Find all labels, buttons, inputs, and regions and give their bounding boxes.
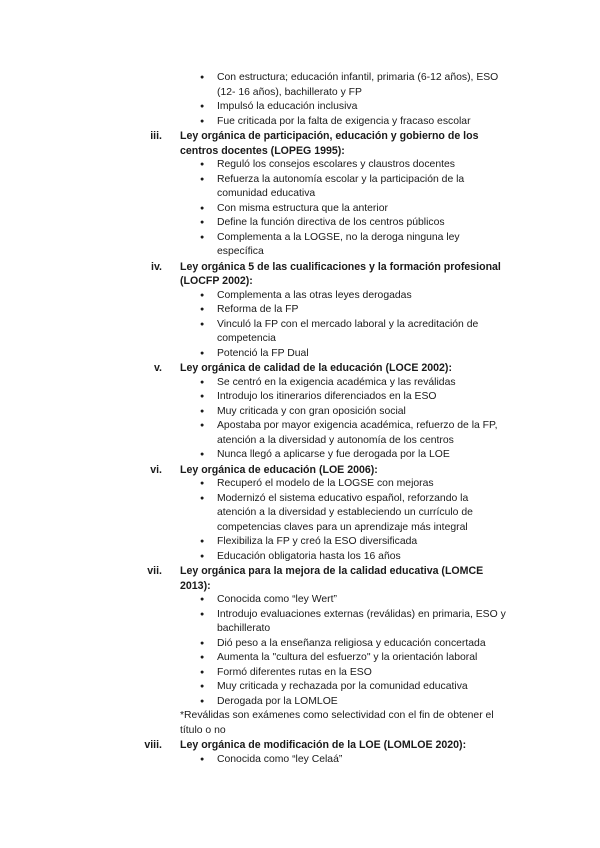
bullet-item: ● Impulsó la educación inclusiva [217,100,529,115]
section-title: Ley orgánica para la mejora de la calidad educativa (LOMCE [180,565,484,577]
bullet-continuation: atención a la diversidad y estableciendo un currículo de [217,507,473,518]
bullet-item: ● Derogada por la LOMLOE [217,695,529,710]
bullet-item: ● Aumenta la "cultura del esfuerzo" y la orientación laboral [217,651,529,666]
section-numeral: iii. [150,130,162,142]
bullet-item: ● Con estructura; educación infantil, primaria (6-12 años), ESO [217,71,529,86]
bullet-item: ● Muy criticada y con gran oposición social [217,405,529,420]
section-numeral: viii. [144,739,162,751]
bullet-item: ● Complementa a las otras leyes derogadas [217,289,529,304]
bullet-item: ● Refuerza la autonomía escolar y la participación de la [217,173,529,188]
section-title: centros docentes (LOPEG 1995): [180,144,345,157]
bullet-item: ● Conocida como “ley Wert” [217,593,529,608]
bullet-item: ● Potenció la FP Dual [217,347,529,362]
bullet-item: ● Con misma estructura que la anterior [217,202,529,217]
bullet-item: ● Apostaba por mayor exigencia académica, refuerzo de la FP, [217,419,529,434]
bullet-item: ● Conocida como “ley Celaá” [217,753,529,768]
section-title: Ley orgánica de calidad de la educación (LOCE 2002): [180,362,452,374]
bullet-continuation: bachillerato [217,623,271,634]
bullet-item: ● Formó diferentes rutas en la ESO [217,666,529,681]
bullet-item: ● Se centró en la exigencia académica y las reválidas [217,376,529,391]
section-title: Ley orgánica de educación (LOE 2006): [180,463,378,476]
bullet-continuation: específica [217,246,264,257]
bullet-continuation: atención a la diversidad y autonomía de los centros [217,434,454,446]
bullet-continuation: competencia [217,333,276,344]
bullet-item: ● Vinculó la FP con el mercado laboral y la acreditación de [217,318,529,333]
bullet-item: ● Nunca llegó a aplicarse y fue derogada por la LOE [217,448,529,463]
bullet-item: ● Complementa a la LOGSE, no la deroga ninguna ley [217,231,529,246]
section-numeral: vi. [150,463,162,476]
footnote: *Reválidas son exámenes como selectividad con el fin de obtener el [180,710,494,721]
bullet-item: ● Introdujo evaluaciones externas (reválidas) en primaria, ESO y [217,608,529,623]
bullet-item: ● Modernizó el sistema educativo español, reforzando la [217,492,529,507]
bullet-item: ● Introdujo los itinerarios diferenciados en la ESO [217,390,529,405]
bullet-item: ● Reguló los consejos escolares y claustros docentes [217,158,529,173]
bullet-continuation: comunidad educativa [217,188,316,199]
section-numeral: iv. [151,260,162,273]
bullet-item: ● Recuperó el modelo de la LOGSE con mejoras [217,477,529,492]
bullet-item: ● Flexibiliza la FP y creó la ESO diversificada [217,535,529,550]
bullet-item: ● Muy criticada y rechazada por la comunidad educativa [217,680,529,695]
bullet-item: ● Fue criticada por la falta de exigencia y fracaso escolar [217,115,529,130]
section-numeral: vii. [147,565,162,577]
section-numeral: v. [153,362,162,374]
bullet-continuation: competencias claves para un aprendizaje más integral [217,521,468,533]
bullet-item: ● Dió peso a la enseñanza religiosa y educación concertada [217,637,529,652]
bullet-item: ● Reforma de la FP [217,303,529,318]
section-title: Ley orgánica de modificación de la LOE (LOMLOE 2020): [180,739,467,751]
section-title: Ley orgánica 5 de las cualificaciones y la formación profesional [180,260,501,273]
bullet-item: ● Educación obligatoria hasta los 16 años [217,550,529,565]
section-title: Ley orgánica de participación, educación y gobierno de los [180,130,479,142]
bullet-item: ● Define la función directiva de los centros públicos [217,216,529,231]
section-title: (LOCFP 2002): [180,275,253,287]
footnote: título o no [180,724,226,736]
bullet-continuation: (12- 16 años), bachillerato y FP [217,86,362,98]
section-title: 2013): [180,579,211,592]
